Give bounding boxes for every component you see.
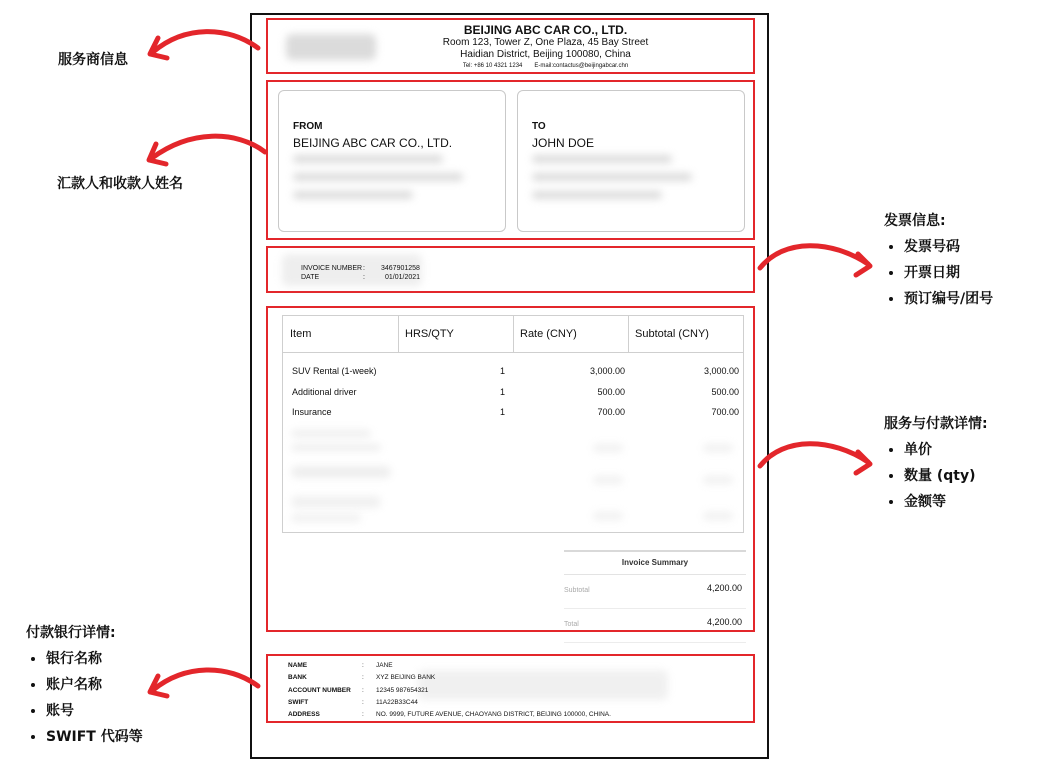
item-subtotal: 3,000.00: [703, 366, 739, 376]
col-header-subtotal: Subtotal (CNY): [635, 328, 709, 340]
annotation-provider: 服务商信息: [58, 52, 128, 68]
item-qty: 1: [499, 387, 505, 397]
arrow-names: [152, 136, 265, 158]
annotation-item: • 银行名称: [46, 648, 143, 668]
bank-label: ACCOUNT NUMBER: [288, 687, 351, 694]
invoice-number-sep: :: [363, 265, 365, 272]
company-address-1: Room 123, Tower Z, One Plaza, 45 Bay Street: [442, 37, 649, 48]
item-rate: 3,000.00: [589, 366, 625, 376]
bank-value: XYZ BEIJING BANK: [376, 674, 436, 681]
bank-label: ADDRESS: [288, 711, 320, 718]
invoice-date-sep: :: [363, 274, 365, 281]
annotation-item: • 数量 (qty): [904, 465, 988, 485]
item-name: Insurance: [292, 407, 332, 417]
col-header-qty: HRS/QTY: [405, 328, 454, 340]
summary-total-label: Total: [564, 621, 579, 628]
to-name: JOHN DOE: [532, 136, 595, 150]
item-rate: 700.00: [597, 407, 625, 417]
annotation-bank-title: 付款银行详情:: [26, 625, 116, 641]
arrow-invoice-info: [760, 246, 868, 268]
bank-sep: :: [362, 674, 364, 681]
summary-subtotal-label: Subtotal: [564, 587, 590, 594]
arrowhead-invoice-info: [856, 254, 870, 275]
invoice-number-label: INVOICE NUMBER: [301, 265, 363, 272]
company-email: E-mail:contactus@beijingabcar.chn: [534, 63, 629, 69]
item-subtotal: 500.00: [711, 387, 739, 397]
col-header-item: Item: [290, 328, 312, 340]
bank-value: 12345 987654321: [376, 687, 429, 694]
annotation-item: • 金额等: [904, 491, 988, 511]
company-name: BEIJING ABC CAR CO., LTD.: [463, 23, 628, 37]
annotation-item: • 账户名称: [46, 674, 143, 694]
summary-title: Invoice Summary: [564, 550, 746, 575]
arrowhead-service: [856, 452, 870, 473]
summary-total-value: 4,200.00: [706, 617, 742, 627]
invoice-number: 3467901258: [381, 265, 420, 272]
bank-value: 11A22B33C44: [376, 699, 418, 706]
arrow-bank: [153, 670, 258, 690]
annotation-invoice-title: 发票信息:: [884, 213, 946, 229]
bank-sep: :: [362, 687, 364, 694]
item-name: Additional driver: [292, 387, 357, 397]
item-subtotal: 700.00: [711, 407, 739, 417]
annotation-item: • SWIFT 代码等: [46, 726, 143, 746]
annotation-names: 汇款人和收款人姓名: [57, 176, 183, 192]
to-label: TO: [532, 121, 546, 132]
bank-value: NO. 9999, FUTURE AVENUE, CHAOYANG DISTRICT, BEIJING 100000, CHINA.: [376, 711, 611, 718]
item-rate: 500.00: [597, 387, 625, 397]
summary-subtotal-value: 4,200.00: [706, 583, 742, 593]
bank-sep: :: [362, 699, 364, 706]
annotation-item: • 开票日期: [904, 262, 993, 282]
arrow-provider: [153, 32, 258, 52]
annotation-item: • 发票号码: [904, 236, 993, 256]
bank-sep: :: [362, 711, 364, 718]
invoice-date: 01/01/2021: [385, 274, 421, 281]
annotation-item: • 预订编号/团号: [904, 288, 993, 308]
from-label: FROM: [293, 121, 323, 132]
annotation-item: • 单价: [904, 439, 988, 459]
annotation-item: • 账号: [46, 700, 143, 720]
company-tel: Tel: +86 10 4321 1234: [462, 63, 523, 69]
item-name: SUV Rental (1-week): [292, 366, 377, 376]
bank-sep: :: [362, 662, 364, 669]
from-name: BEIJING ABC CAR CO., LTD.: [293, 136, 453, 150]
bank-value: JANE: [376, 662, 393, 669]
col-header-rate: Rate (CNY): [520, 328, 577, 340]
item-qty: 1: [499, 366, 505, 376]
item-qty: 1: [499, 407, 505, 417]
bank-label: NAME: [288, 662, 308, 669]
bank-label: BANK: [288, 674, 307, 681]
invoice-date-label: DATE: [301, 274, 320, 281]
company-address-2: Haidian District, Beijing 100080, China: [460, 49, 631, 60]
annotation-service-title: 服务与付款详情:: [884, 416, 988, 432]
arrow-service: [760, 444, 868, 466]
bank-label: SWIFT: [288, 699, 309, 706]
